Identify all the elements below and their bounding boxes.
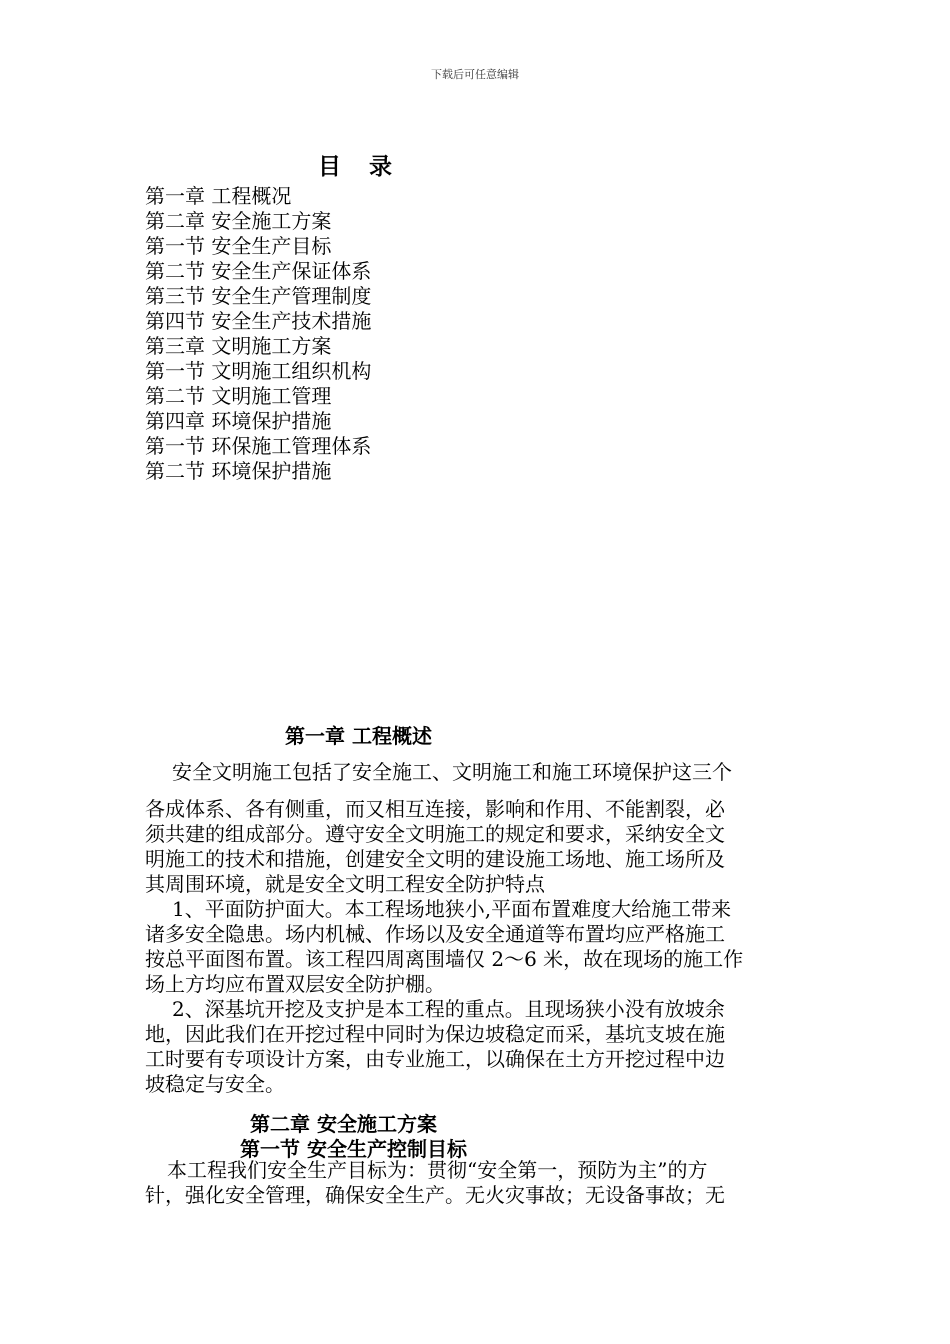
section-heading: 第一节 安全生产控制目标	[240, 1137, 467, 1161]
toc-item: 第二节 环境保护措施	[145, 459, 332, 483]
toc-item: 第一节 安全生产目标	[145, 234, 332, 258]
paragraph-line: 诸多安全隐患。场内机械、作场以及安全通道等布置均应严格施工	[145, 922, 725, 946]
chapter2-heading: 第二章 安全施工方案	[250, 1112, 437, 1136]
paragraph-line: 1、平面防护面大。本工程场地狭小,平面布置难度大给施工带来	[172, 897, 732, 921]
toc-item: 第二章 安全施工方案	[145, 209, 332, 233]
page-header-note: 下载后可任意编辑	[431, 68, 519, 81]
table-of-contents	[145, 184, 371, 484]
paragraph-line: 明施工的技术和措施，创建安全文明的建设施工场地、施工场所及	[145, 847, 725, 871]
paragraph-line: 本工程我们安全生产目标为：贯彻“安全第一，预防为主”的方	[167, 1158, 708, 1182]
chapter1-intro-paragraph	[145, 797, 805, 897]
paragraph-line: 按总平面图布置。该工程四周离围墙仅 2～6 米，故在现场的施工作	[145, 947, 744, 971]
paragraph-line: 2、深基坑开挖及支护是本工程的重点。且现场狭小没有放坡余	[172, 997, 725, 1021]
toc-item: 第三章 文明施工方案	[145, 334, 332, 358]
paragraph-line: 地，因此我们在开挖过程中同时为保边坡稳定而采，基坑支坡在施	[145, 1022, 725, 1046]
toc-item: 第四章 环境保护措施	[145, 409, 332, 433]
toc-item: 第二节 安全生产保证体系	[145, 259, 372, 283]
toc-item: 第一章 工程概况	[145, 184, 292, 208]
paragraph-line: 工时要有专项设计方案，由专业施工，以确保在土方开挖过程中边	[145, 1047, 725, 1071]
chapter1-point1-paragraph	[145, 897, 805, 997]
toc-item: 第一节 环保施工管理体系	[145, 434, 372, 458]
toc-item: 第三节 安全生产管理制度	[145, 284, 372, 308]
paragraph-line: 场上方均应布置双层安全防护棚。	[145, 972, 445, 996]
chapter1-point2-paragraph	[145, 997, 805, 1097]
chapter1-intro-first-line	[145, 760, 805, 785]
toc-item: 第四节 安全生产技术措施	[145, 309, 372, 333]
paragraph-line: 坡稳定与安全。	[145, 1072, 285, 1096]
chapter1-heading: 第一章 工程概述	[285, 724, 432, 748]
toc-item: 第一节 文明施工组织机构	[145, 359, 372, 383]
paragraph-line: 针，强化安全管理，确保安全生产。无火灾事故；无设备事故；无	[145, 1183, 725, 1207]
toc-title: 目 录	[318, 153, 403, 180]
toc-item: 第二节 文明施工管理	[145, 384, 332, 408]
paragraph-line: 须共建的组成部分。遵守安全文明施工的规定和要求，采纳安全文	[145, 822, 725, 846]
paragraph-line: 各成体系、各有侧重，而又相互连接，影响和作用、不能割裂，必	[145, 797, 725, 821]
chapter2-section1-paragraph	[145, 1158, 805, 1208]
paragraph-line: 安全文明施工包括了安全施工、文明施工和施工环境保护这三个	[172, 760, 732, 784]
paragraph-line: 其周围环境，就是安全文明工程安全防护特点	[145, 872, 545, 896]
